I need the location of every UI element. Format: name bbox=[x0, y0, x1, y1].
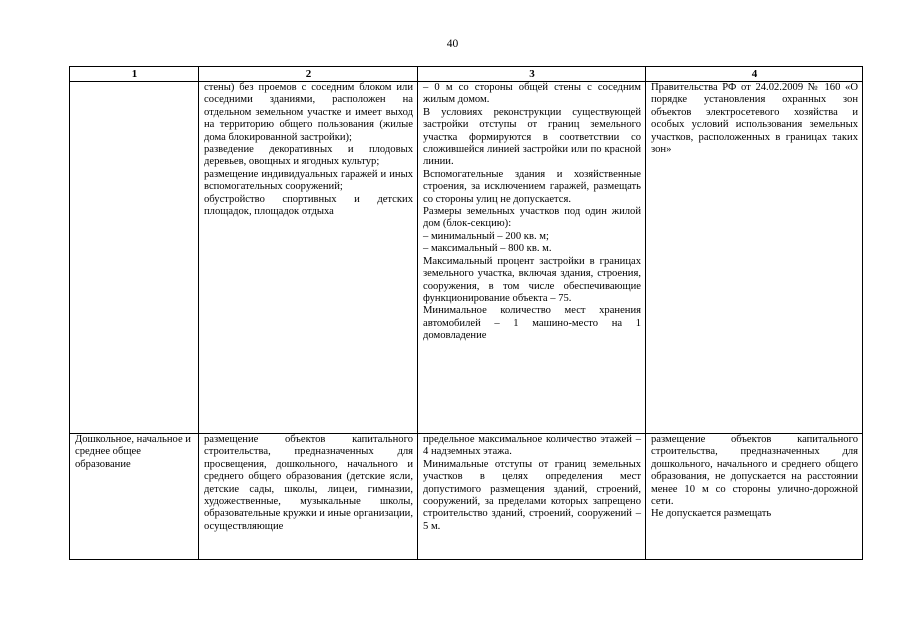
paragraph: – минимальный – 200 кв. м; bbox=[423, 230, 549, 242]
column-header-2: 2 bbox=[199, 67, 418, 82]
paragraph: Вспомогательные здания и хозяйственные строения, за исключением гаражей, размещать со стороны улиц не допускается. bbox=[423, 168, 641, 205]
cell-zone-type bbox=[70, 82, 199, 434]
cell-permitted-use bbox=[199, 82, 418, 434]
regulations-table bbox=[69, 66, 863, 560]
table-header-row bbox=[70, 67, 863, 82]
paragraph: размещение индивидуальных гаражей и иных вспомогательных сооружений; bbox=[204, 168, 413, 193]
paragraph: – максимальный – 800 кв. м. bbox=[423, 243, 552, 255]
paragraph: Размеры земельных участков под один жилой дом (блок-секцию): bbox=[423, 206, 641, 230]
paragraph: размещение объектов капитального строительства, предназначенных для дошкольного, начального и среднего общего образования, не допускается на расстоянии менее 10 м со стороны улично-дорожной сети. bbox=[651, 434, 858, 508]
column-header-1: 1 bbox=[70, 67, 199, 82]
cell-zone-type bbox=[70, 434, 199, 560]
paragraph: Минимальное количество мест хранения автомобилей – 1 машино-место на 1 домовладение bbox=[423, 305, 641, 342]
paragraph: Максимальный процент застройки в границах земельного участка, включая здания, строения, сооружения, в том числе обеспечивающие функционирование объекта – 75. bbox=[423, 255, 641, 304]
table-row bbox=[70, 434, 863, 560]
cell-parameters bbox=[418, 434, 646, 560]
paragraph: стены) без проемов с соседним блоком или соседними зданиями, расположен на отдельном земельном участке и имеет выход на территорию общего пользования (жилые дома блокированной застройки); bbox=[204, 82, 413, 143]
column-header-4: 4 bbox=[646, 67, 863, 82]
paragraph: предельное максимальное количество этажей – 4 надземных этажа. bbox=[423, 434, 641, 458]
cell-restrictions bbox=[646, 434, 863, 560]
paragraph: разведение декоративных и плодовых деревьев, овощных и ягодных культур; bbox=[204, 144, 413, 168]
table-row bbox=[70, 82, 863, 434]
paragraph: обустройство спортивных и детских площадок, площадок отдыха bbox=[204, 193, 413, 218]
paragraph: размещение объектов капитального строительства, предназначенных для просвещения, дошкольного, начального и среднего общего образования (детские ясли, детские сады, школы, лицеи, гимназии, художественные, музыкальные школы, образовательные кружки и иные организации, осуществляющие bbox=[204, 434, 413, 532]
paragraph: Дошкольное, начальное и среднее общее образование bbox=[75, 434, 191, 470]
paragraph: Минимальные отступы от границ земельных участков в целях определения мест допустимого размещения зданий, строений, сооружений, за пределами которых запрещено строительство зданий, строений, сооружений – 5 м. bbox=[423, 458, 641, 532]
paragraph: – 0 м со стороны общей стены с соседним жилым домом. bbox=[423, 82, 641, 106]
cell-parameters bbox=[418, 82, 646, 434]
page-number: 40 bbox=[446, 38, 459, 50]
column-header-3: 3 bbox=[418, 67, 646, 82]
cell-restrictions bbox=[646, 82, 863, 434]
paragraph: В условиях реконструкции существующей застройки отступы от границ земельного участка формируются в соответствии со сложившейся линией застройки или по красной линии. bbox=[423, 106, 641, 168]
paragraph: Не допускается размещать bbox=[651, 508, 772, 520]
paragraph: Правительства РФ от 24.02.2009 № 160 «О порядке установления охранных зон объектов электросетевого хозяйства и особых условий использования земельных участков, расположенных в границах таких зон» bbox=[651, 82, 858, 156]
cell-permitted-use bbox=[199, 434, 418, 560]
